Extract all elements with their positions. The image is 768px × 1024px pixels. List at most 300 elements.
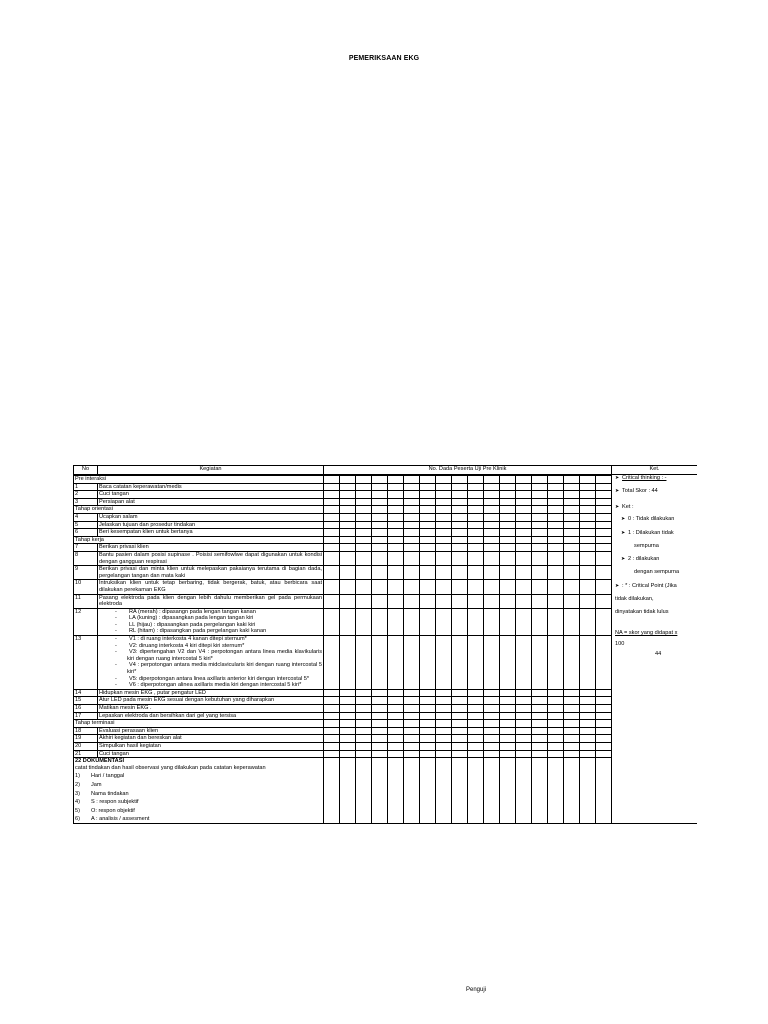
score-cell bbox=[532, 735, 548, 743]
score-cell bbox=[356, 750, 372, 758]
score-cell bbox=[372, 735, 388, 743]
score-cell bbox=[548, 697, 564, 705]
score-cell bbox=[468, 697, 484, 705]
score-cell bbox=[372, 544, 388, 552]
score-cell bbox=[500, 513, 516, 521]
score-cell bbox=[452, 506, 468, 514]
score-cell bbox=[356, 636, 372, 690]
score-cell bbox=[564, 513, 580, 521]
score-cell bbox=[532, 750, 548, 758]
score-cell bbox=[324, 536, 340, 544]
score-cell bbox=[388, 566, 404, 580]
score-cell bbox=[324, 551, 340, 565]
score-cell bbox=[372, 506, 388, 514]
score-cell bbox=[372, 529, 388, 537]
score-cell bbox=[484, 580, 500, 594]
score-cell bbox=[564, 742, 580, 750]
score-cell bbox=[404, 594, 420, 608]
score-cell bbox=[340, 608, 356, 635]
section-label: Tahap terminasi bbox=[74, 720, 324, 728]
score-cell bbox=[468, 506, 484, 514]
score-cell bbox=[516, 689, 532, 697]
score-cell bbox=[484, 742, 500, 750]
score-cell bbox=[532, 483, 548, 491]
score-cell bbox=[596, 742, 612, 750]
score-cell bbox=[436, 521, 452, 529]
section-label: Tahap kerja bbox=[74, 536, 324, 544]
score-cell bbox=[356, 483, 372, 491]
dokumentasi-item-num: 3) bbox=[75, 790, 80, 797]
arrow-bullet-icon: ➤ bbox=[621, 555, 626, 562]
header-kegiatan: Kegiatan bbox=[98, 466, 324, 475]
arrow-bullet-icon: ➤ bbox=[615, 475, 620, 481]
score-cell bbox=[356, 758, 372, 824]
score-cell bbox=[484, 720, 500, 728]
score-cell bbox=[500, 491, 516, 499]
score-cell bbox=[420, 712, 436, 720]
score-cell bbox=[580, 544, 596, 552]
score-cell bbox=[324, 580, 340, 594]
checklist-table bbox=[73, 465, 697, 824]
score-cell bbox=[548, 506, 564, 514]
score-cell bbox=[500, 483, 516, 491]
activity-cell: Beri kesempatan klien untuk bertanya bbox=[98, 529, 324, 537]
score-cell bbox=[452, 727, 468, 735]
score-cell bbox=[580, 727, 596, 735]
score-cell bbox=[548, 476, 564, 484]
score-cell bbox=[468, 594, 484, 608]
score-cell bbox=[452, 544, 468, 552]
score-cell bbox=[468, 580, 484, 594]
score-cell bbox=[516, 727, 532, 735]
score-cell bbox=[404, 476, 420, 484]
score-cell bbox=[388, 712, 404, 720]
activity-cell: Pasang elektroda pada klien dengan lebih dahulu memberikan gel pada permukaan elektroda bbox=[99, 594, 322, 608]
header-peserta: No. Dada Peserta Uji Pre Klinik bbox=[324, 466, 612, 475]
score-cell bbox=[436, 594, 452, 608]
score-cell bbox=[500, 551, 516, 565]
score-cell bbox=[548, 705, 564, 713]
arrow-bullet-icon: ➤ bbox=[615, 503, 620, 510]
score-cell bbox=[596, 580, 612, 594]
score-cell bbox=[484, 758, 500, 824]
row-number: 16 bbox=[74, 705, 98, 713]
score-cell bbox=[468, 551, 484, 565]
score-cell bbox=[388, 594, 404, 608]
dokumentasi-heading: 22 DOKUMENTASI bbox=[75, 758, 125, 765]
critical-thinking: Critical thinking : - bbox=[622, 475, 667, 481]
score-cell bbox=[404, 491, 420, 499]
score-cell bbox=[516, 697, 532, 705]
score-cell bbox=[500, 536, 516, 544]
score-cell bbox=[388, 521, 404, 529]
score-cell bbox=[580, 705, 596, 713]
list-item-text: V5: diperpotongan antara linea axillaris anterior kiri dengan intercostal 5* bbox=[129, 675, 310, 682]
score-cell bbox=[404, 580, 420, 594]
score-cell bbox=[356, 735, 372, 743]
score-cell bbox=[372, 513, 388, 521]
score-cell bbox=[372, 536, 388, 544]
dokumentasi-item-num: 1) bbox=[75, 773, 80, 780]
score-cell bbox=[564, 727, 580, 735]
score-cell bbox=[516, 491, 532, 499]
score-cell bbox=[356, 697, 372, 705]
list-item bbox=[115, 608, 322, 616]
score-cell bbox=[580, 476, 596, 484]
dokumentasi-cell bbox=[74, 758, 324, 824]
score-cell bbox=[580, 735, 596, 743]
score-cell bbox=[356, 608, 372, 635]
score-cell bbox=[468, 536, 484, 544]
score-cell bbox=[452, 636, 468, 690]
score-cell bbox=[340, 735, 356, 743]
score-cell bbox=[564, 506, 580, 514]
activity-cell bbox=[98, 636, 324, 690]
score-cell bbox=[548, 750, 564, 758]
dash-bullet-icon: - bbox=[115, 649, 117, 656]
score-cell bbox=[468, 742, 484, 750]
critical-point-cont-2: dinyatakan tidak lulus bbox=[615, 608, 669, 615]
row-number: 14 bbox=[74, 689, 98, 697]
score-cell bbox=[324, 521, 340, 529]
score-cell bbox=[548, 536, 564, 544]
na-formula: NA = skor yang didapat x bbox=[615, 629, 678, 636]
score-cell bbox=[404, 551, 420, 565]
score-cell bbox=[388, 513, 404, 521]
score-cell bbox=[516, 506, 532, 514]
score-cell bbox=[532, 758, 548, 824]
score-cell bbox=[436, 544, 452, 552]
score-cell bbox=[452, 521, 468, 529]
list-item-text: V1 : di ruang interkosta 4 kanan ditepi sternum* bbox=[129, 636, 247, 643]
score-cell bbox=[484, 636, 500, 690]
score-cell bbox=[356, 513, 372, 521]
score-cell bbox=[404, 544, 420, 552]
score-cell bbox=[564, 580, 580, 594]
score-cell bbox=[372, 705, 388, 713]
score-cell bbox=[580, 689, 596, 697]
score-cell bbox=[580, 712, 596, 720]
score-cell bbox=[420, 758, 436, 824]
score-cell bbox=[596, 491, 612, 499]
score-1-desc: 1 : Dilakukan tidak bbox=[628, 530, 674, 537]
score-cell bbox=[580, 697, 596, 705]
score-cell bbox=[564, 476, 580, 484]
score-cell bbox=[484, 513, 500, 521]
score-cell bbox=[500, 544, 516, 552]
score-cell bbox=[580, 750, 596, 758]
score-cell bbox=[596, 513, 612, 521]
list-item-text: RL (hitam) : dipasangkan pada pergelangan kaki kanan bbox=[129, 628, 267, 635]
dokumentasi-item-num: 5) bbox=[75, 807, 80, 814]
score-cell bbox=[420, 513, 436, 521]
dokumentasi-item-text: Jam bbox=[91, 781, 102, 788]
critical-point-cont-1: tidak dilakukan, bbox=[615, 596, 654, 603]
score-cell bbox=[436, 712, 452, 720]
score-cell bbox=[452, 735, 468, 743]
table-row bbox=[74, 697, 698, 705]
list-item bbox=[115, 682, 322, 689]
score-cell bbox=[452, 697, 468, 705]
score-cell bbox=[580, 506, 596, 514]
score-cell bbox=[372, 521, 388, 529]
list-item-text: RA (merah) : dipasangn pada lengan tangan kanan bbox=[129, 608, 256, 615]
dash-bullet-icon: - bbox=[115, 628, 117, 635]
score-cell bbox=[484, 594, 500, 608]
score-cell bbox=[580, 513, 596, 521]
score-cell bbox=[436, 529, 452, 537]
row-number: 3 bbox=[74, 498, 98, 506]
score-cell bbox=[580, 594, 596, 608]
score-cell bbox=[516, 513, 532, 521]
ket-label: Ket : bbox=[622, 503, 634, 510]
score-cell bbox=[468, 689, 484, 697]
score-cell bbox=[484, 506, 500, 514]
score-cell bbox=[500, 742, 516, 750]
activity-cell: Akhiri kegiatan dan bereskan alat bbox=[98, 735, 324, 743]
score-cell bbox=[532, 689, 548, 697]
score-cell bbox=[388, 750, 404, 758]
score-cell bbox=[372, 580, 388, 594]
score-cell bbox=[484, 476, 500, 484]
score-cell bbox=[564, 529, 580, 537]
score-cell bbox=[564, 735, 580, 743]
score-cell bbox=[596, 735, 612, 743]
score-cell bbox=[484, 491, 500, 499]
na-44: 44 bbox=[655, 651, 662, 658]
score-cell bbox=[340, 513, 356, 521]
score-cell bbox=[564, 636, 580, 690]
dokumentasi-item-text: O: respon objektif bbox=[91, 807, 135, 814]
header-no: No bbox=[74, 466, 98, 475]
dokumentasi-item-text: S : respon subjektif bbox=[91, 799, 139, 806]
header-ket: Ket. bbox=[612, 466, 697, 475]
score-cell bbox=[548, 742, 564, 750]
score-cell bbox=[340, 758, 356, 824]
activity-sublist bbox=[99, 636, 322, 689]
score-cell bbox=[468, 513, 484, 521]
score-cell bbox=[452, 536, 468, 544]
score-cell bbox=[516, 476, 532, 484]
activity-cell: Evaluasi perasaan klien bbox=[98, 727, 324, 735]
score-cell bbox=[548, 758, 564, 824]
score-cell bbox=[484, 483, 500, 491]
dokumentasi-item bbox=[75, 808, 322, 815]
score-cell bbox=[388, 608, 404, 635]
list-item bbox=[115, 642, 322, 650]
score-cell bbox=[388, 705, 404, 713]
score-cell bbox=[340, 506, 356, 514]
score-cell bbox=[516, 521, 532, 529]
score-cell bbox=[500, 498, 516, 506]
score-2-desc: 2 : dilakukan bbox=[628, 555, 660, 562]
score-cell bbox=[420, 720, 436, 728]
activity-cell: Cuci tangan bbox=[98, 491, 324, 499]
score-cell bbox=[580, 608, 596, 635]
row-number: 10 bbox=[74, 580, 98, 594]
score-cell bbox=[372, 483, 388, 491]
activity-cell: Persiapan alat bbox=[98, 498, 324, 506]
score-cell bbox=[532, 536, 548, 544]
score-cell bbox=[404, 498, 420, 506]
page-title: PEMERIKSAAN EKG bbox=[348, 55, 420, 62]
score-cell bbox=[420, 580, 436, 594]
score-cell bbox=[340, 697, 356, 705]
score-cell bbox=[404, 705, 420, 713]
score-cell bbox=[484, 735, 500, 743]
activity-cell bbox=[98, 608, 324, 635]
score-cell bbox=[420, 476, 436, 484]
score-cell bbox=[564, 498, 580, 506]
score-cell bbox=[340, 594, 356, 608]
score-cell bbox=[596, 521, 612, 529]
score-cell bbox=[420, 566, 436, 580]
section-label: Pre interaksi bbox=[74, 476, 324, 484]
score-cell bbox=[356, 521, 372, 529]
activity-cell: Intruksikan klien untuk tetap berbaring, tidak bergerak, batuk, atau berbicara saat dilakukan perekaman EKG bbox=[99, 580, 322, 593]
score-cell bbox=[516, 705, 532, 713]
score-cell bbox=[436, 697, 452, 705]
score-cell bbox=[388, 735, 404, 743]
dash-bullet-icon: - bbox=[115, 621, 117, 628]
dash-bullet-icon: - bbox=[115, 662, 117, 669]
score-cell bbox=[388, 742, 404, 750]
score-cell bbox=[516, 735, 532, 743]
list-item-text: V4 : perpotongan antara media midclavicularis kiri dengan ruang intercostal 5 kiri* bbox=[127, 662, 322, 676]
score-cell bbox=[356, 689, 372, 697]
score-cell bbox=[532, 566, 548, 580]
score-cell bbox=[404, 506, 420, 514]
score-cell bbox=[548, 735, 564, 743]
score-cell bbox=[468, 608, 484, 635]
row-number: 2 bbox=[74, 491, 98, 499]
score-1-desc-cont: sempurna bbox=[634, 542, 659, 549]
score-cell bbox=[324, 491, 340, 499]
score-cell bbox=[420, 506, 436, 514]
activity-cell: Simpulkan hasil kegiatan bbox=[98, 742, 324, 750]
score-cell bbox=[468, 483, 484, 491]
score-cell bbox=[468, 491, 484, 499]
score-cell bbox=[452, 720, 468, 728]
score-cell bbox=[516, 712, 532, 720]
score-cell bbox=[420, 608, 436, 635]
row-number: 12 bbox=[74, 608, 98, 635]
score-cell bbox=[580, 529, 596, 537]
activity-cell: Hidupkan mesin EKG , putar pengatur LED bbox=[98, 689, 324, 697]
score-cell bbox=[500, 529, 516, 537]
score-cell bbox=[484, 727, 500, 735]
score-cell bbox=[468, 636, 484, 690]
score-cell bbox=[356, 566, 372, 580]
score-cell bbox=[324, 594, 340, 608]
score-cell bbox=[516, 483, 532, 491]
score-cell bbox=[420, 521, 436, 529]
critical-point: : * : Critical Point (Jika bbox=[622, 583, 677, 590]
score-cell bbox=[356, 476, 372, 484]
score-cell bbox=[340, 551, 356, 565]
score-cell bbox=[548, 594, 564, 608]
score-cell bbox=[388, 544, 404, 552]
ket-column bbox=[612, 475, 697, 824]
score-cell bbox=[324, 636, 340, 690]
score-cell bbox=[324, 566, 340, 580]
activity-cell: Bantu pasien dalam posisi supinase . Poisisi semifowlwe dapat digunakan untuk kondisi dengan gangguan respirasi bbox=[99, 551, 322, 565]
score-cell bbox=[356, 727, 372, 735]
score-cell bbox=[500, 750, 516, 758]
score-cell bbox=[404, 742, 420, 750]
score-cell bbox=[484, 566, 500, 580]
score-cell bbox=[516, 551, 532, 565]
score-cell bbox=[356, 705, 372, 713]
score-cell bbox=[596, 636, 612, 690]
score-cell bbox=[388, 476, 404, 484]
score-cell bbox=[532, 529, 548, 537]
score-cell bbox=[356, 720, 372, 728]
score-cell bbox=[516, 636, 532, 690]
score-cell bbox=[404, 697, 420, 705]
score-cell bbox=[404, 483, 420, 491]
score-cell bbox=[564, 758, 580, 824]
score-cell bbox=[372, 742, 388, 750]
score-cell bbox=[548, 513, 564, 521]
score-cell bbox=[596, 506, 612, 514]
score-cell bbox=[388, 483, 404, 491]
score-cell bbox=[324, 506, 340, 514]
score-cell bbox=[436, 580, 452, 594]
list-item bbox=[115, 628, 322, 635]
activity-cell: Berikan privasi klien bbox=[98, 544, 324, 552]
score-cell bbox=[372, 727, 388, 735]
ket-notes bbox=[612, 475, 697, 658]
score-cell bbox=[324, 750, 340, 758]
score-cell bbox=[404, 636, 420, 690]
table-row bbox=[74, 498, 698, 506]
score-cell bbox=[356, 580, 372, 594]
score-0-desc: 0 : Tidak dilakukan bbox=[628, 516, 675, 523]
activity-cell: Lepaskan elektroda dan bersihkan dari gel yang tersisa bbox=[98, 712, 324, 720]
score-cell bbox=[420, 727, 436, 735]
score-cell bbox=[372, 758, 388, 824]
score-cell bbox=[420, 750, 436, 758]
score-cell bbox=[452, 551, 468, 565]
score-cell bbox=[388, 536, 404, 544]
na-100: 100 bbox=[615, 640, 625, 647]
score-cell bbox=[340, 476, 356, 484]
dokumentasi-item-text: A : analisis / assesment bbox=[91, 816, 150, 823]
score-cell bbox=[532, 720, 548, 728]
score-cell bbox=[596, 476, 612, 484]
score-cell bbox=[564, 566, 580, 580]
score-cell bbox=[596, 705, 612, 713]
score-cell bbox=[516, 566, 532, 580]
score-cell bbox=[548, 636, 564, 690]
row-number: 8 bbox=[74, 551, 98, 565]
arrow-bullet-icon: ➤ bbox=[615, 487, 620, 494]
score-cell bbox=[356, 498, 372, 506]
score-cell bbox=[500, 476, 516, 484]
score-cell bbox=[340, 529, 356, 537]
activity-sublist bbox=[99, 609, 322, 635]
score-cell bbox=[356, 594, 372, 608]
list-item-text: V6 : diperpotongan alinea axillaris media kiri dengan intercostal 5 kiri* bbox=[129, 682, 302, 689]
score-cell bbox=[580, 536, 596, 544]
score-cell bbox=[388, 758, 404, 824]
row-number: 6 bbox=[74, 529, 98, 537]
score-cell bbox=[500, 727, 516, 735]
row-number: 18 bbox=[74, 727, 98, 735]
table-row bbox=[74, 544, 698, 552]
score-cell bbox=[500, 712, 516, 720]
